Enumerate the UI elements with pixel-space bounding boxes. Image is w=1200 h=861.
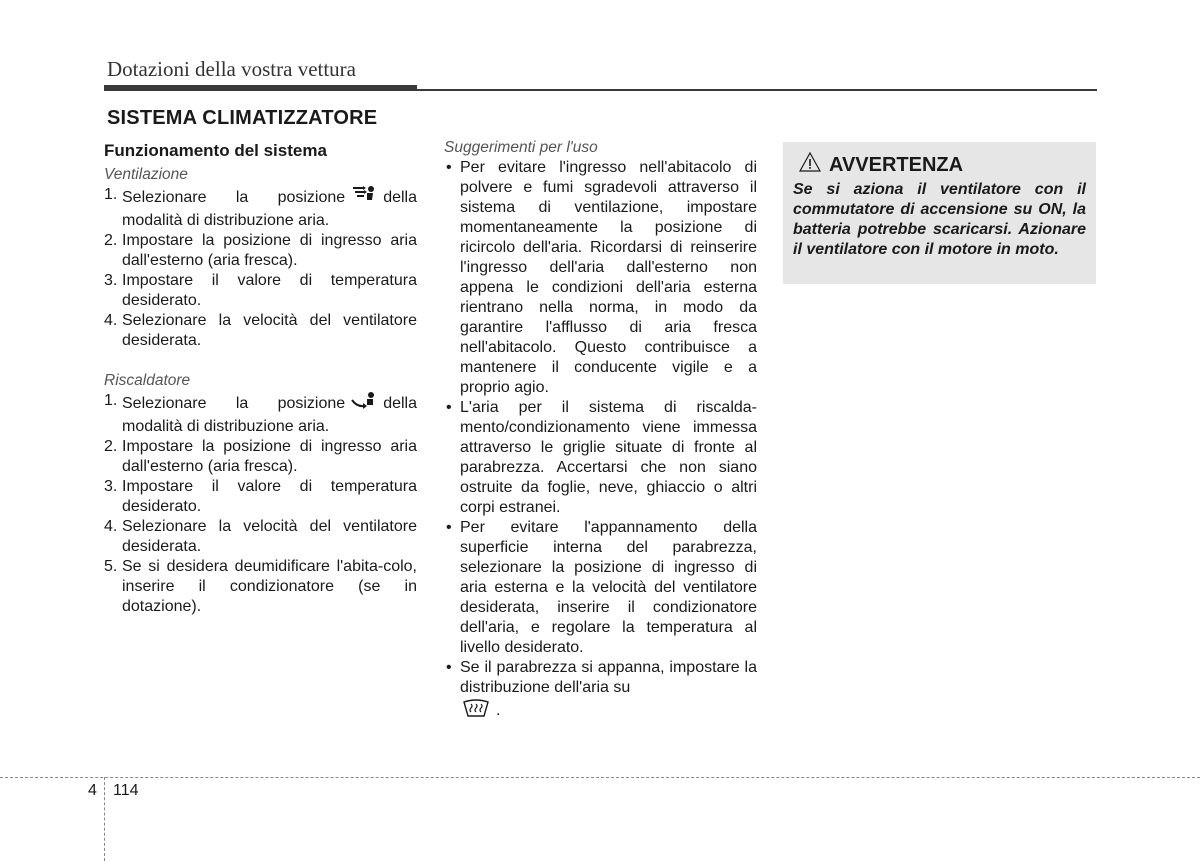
warning-box [783, 142, 1096, 284]
list-item: 5. Se si desidera deumidificare l'abita-colo, inserire il condizionatore (se in dotazione). [104, 558, 417, 615]
ventilation-heading: Ventilazione [104, 166, 188, 183]
section-title: SISTEMA CLIMATIZZATORE [107, 107, 378, 129]
operation-heading: Funzionamento del sistema [104, 141, 327, 160]
warning-triangle-icon [799, 152, 829, 178]
page-number: 114 [113, 782, 139, 799]
ventilation-steps [104, 185, 417, 351]
list-item: 4. Selezionare la velocità del ventilatore desiderata. [104, 518, 417, 555]
list-item: • Se il parabrezza si appanna, impostare la distribuzione dell'aria su . [444, 658, 757, 724]
list-item: • L'aria per il sistema di riscalda-mento/condizionamento viene immessa attraverso le griglie situate di fronte al parabrezza. Accertarsi che non siano ostruite da foglie, neve, ghiaccio o altri corpi estranei. [446, 399, 757, 516]
list-item: 1. Selezionare la posizione della modalità di distribuzione aria. [104, 186, 417, 229]
footer-vertical-rule [104, 777, 105, 861]
windshield-defrost-icon [462, 698, 490, 724]
tips-list [444, 158, 757, 724]
heater-heading: Riscaldatore [104, 372, 191, 389]
list-item: 1. Selezionare la posizione della modalità di distribuzione aria. [104, 392, 417, 435]
list-item: 3. Impostare il valore di temperatura desiderato. [104, 478, 417, 515]
tips-heading: Suggerimenti per l'uso [444, 139, 598, 156]
list-item: • Per evitare l'appannamento della superficie interna del parabrezza, selezionare la posizione di ingresso di aria esterna e la velocità del ventilatore desiderata, inserire il condizionatore dell'aria, e regolare la temperatura al livello desiderato. [446, 519, 757, 656]
chapter-number: 4 [88, 782, 97, 799]
list-item: 2. Impostare la posizione di ingresso aria dall'esterno (aria fresca). [104, 232, 417, 269]
list-item: • Per evitare l'ingresso nell'abitacolo di polvere e fumi sgradevoli attraverso il sistema di ventilazione, impostare momentaneamente la posizione di ricircolo dell'aria. Ricordarsi di reinserire l'ingresso dell'aria dall'esterno non appena le condizioni dell'aria esterna rientrano nella norma, in modo da garantire l'afflusso di aria fresca nell'abitacolo. Questo contribuisce a mantenere il conducente vigile e a proprio agio. [446, 159, 757, 396]
running-header: Dotazioni della vostra vettura [107, 57, 356, 81]
column-tips [444, 138, 757, 724]
header-rule-thin [417, 89, 1097, 91]
warning-text: Se si aziona il ventilatore con il commutatore di accensione su ON, la batteria potrebbe scaricarsi. Azionare il ventilatore con il motore in moto. [793, 181, 1086, 258]
warning-title: AVVERTENZA [793, 152, 1086, 178]
vent-floor-mode-icon [351, 391, 377, 417]
footer-rule [0, 777, 1200, 778]
list-item: 3. Impostare il valore di temperatura desiderato. [104, 272, 417, 309]
header-rule-thick [104, 85, 417, 91]
list-item: 4. Selezionare la velocità del ventilatore desiderata. [104, 312, 417, 349]
header-rule [104, 85, 1097, 93]
column-operation [104, 138, 417, 617]
list-item: 2. Impostare la posizione di ingresso aria dall'esterno (aria fresca). [104, 438, 417, 475]
vent-face-mode-icon [351, 185, 377, 211]
heater-steps [104, 391, 417, 617]
